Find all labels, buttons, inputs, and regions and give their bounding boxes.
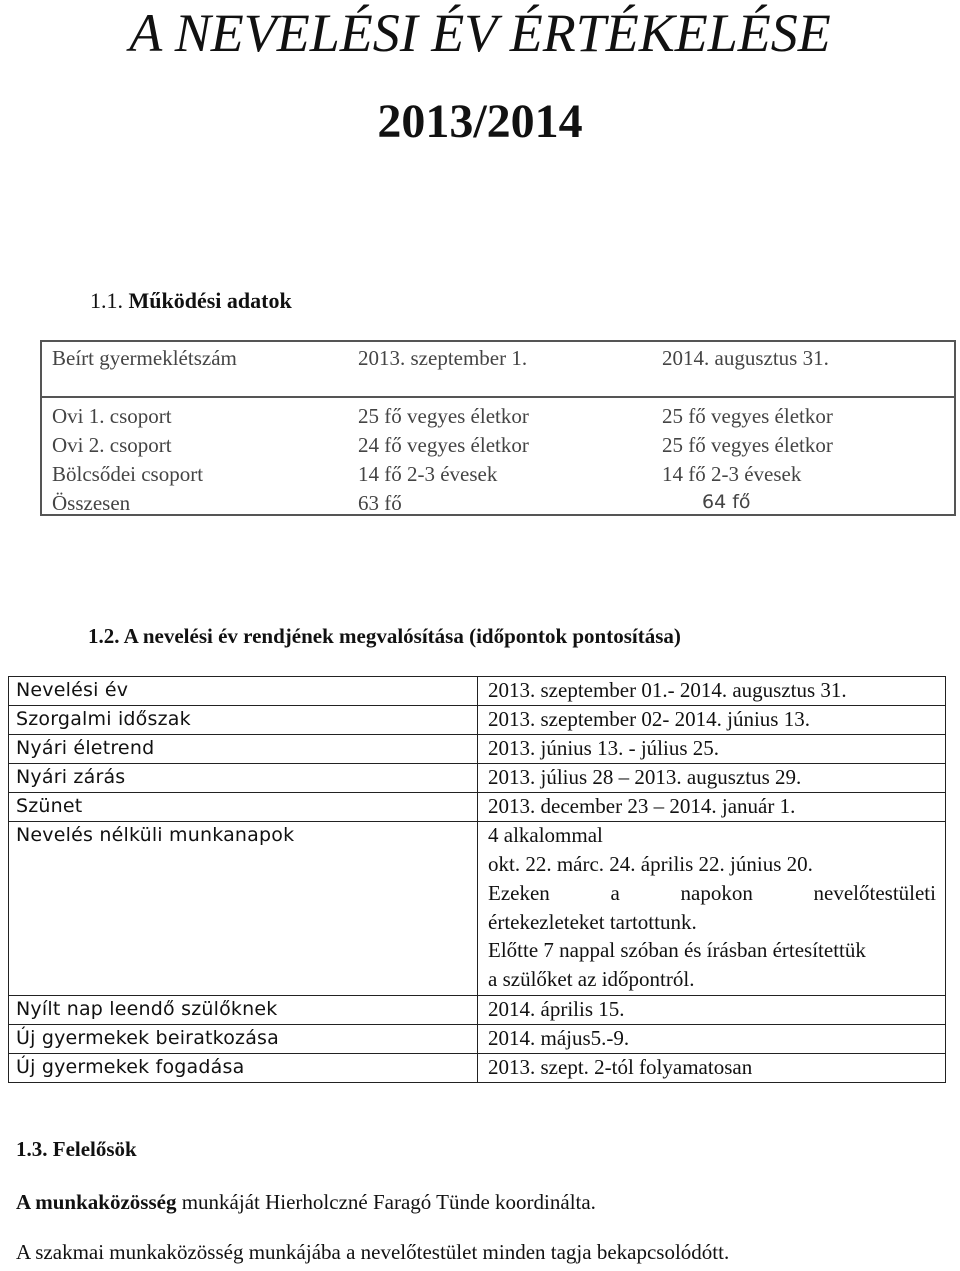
word: napokon [680,881,753,905]
row-value: 2013. december 23 – 2014. január 1. [488,794,796,818]
row-value: 2013. július 28 – 2013. augusztus 29. [488,765,802,789]
schedule-table [8,676,946,1082]
row-label: Nyílt nap leendő szülőknek [16,998,278,1020]
paragraph-participation: A szakmai munkaközösség munkájába a nevelőtestület minden tagja bekapcsolódótt. [16,1240,730,1264]
table-divider [42,396,954,398]
row-value-line [488,881,936,906]
emphasis-text: A munkaközösség [16,1190,177,1214]
table-cell: 24 fő vegyes életkor [358,433,529,457]
row-label: Nyári életrend [16,737,155,759]
table-header-cell: 2014. augusztus 31. [662,346,829,370]
table-cell: Ovi 1. csoport [52,404,172,428]
grid-line [477,676,478,1082]
row-value-line: értekezleteket tartottunk. [488,910,697,934]
word: a [610,881,620,905]
row-label: Szorgalmi időszak [16,708,191,730]
row-label: Szünet [16,795,83,817]
word: Ezeken [488,881,550,905]
table-cell: 63 fő [358,491,402,515]
table-cell: 25 fő vegyes életkor [358,404,529,428]
section-number: 1.1. [90,288,123,313]
row-label: Új gyermekek fogadása [16,1056,245,1078]
row-value-line: Előtte 7 nappal szóban és írásban értesítettük [488,938,866,962]
row-value-line: okt. 22. márc. 24. április 22. június 20. [488,852,813,876]
section-1-1-heading [90,288,292,314]
grid-line [8,676,9,1082]
table-cell: 14 fő 2-3 évesek [662,462,802,486]
grid-line [8,1082,946,1083]
row-label: Nevelés nélküli munkanapok [16,824,295,846]
grid-line [945,676,946,1082]
table-cell: 25 fő vegyes életkor [662,404,833,428]
table-cell: 64 fő [702,491,751,513]
table-header-cell: Beírt gyermeklétszám [52,346,237,370]
row-value: 2013. szeptember 01.- 2014. augusztus 31. [488,678,847,702]
paragraph-text: munkáját Hierholczné Faragó Tünde koordinálta. [176,1190,596,1214]
row-label: Nyári zárás [16,766,126,788]
table-cell: 25 fő vegyes életkor [662,433,833,457]
paragraph-coordinator [16,1190,596,1215]
section-1-3-heading: 1.3. Felelősök [16,1137,137,1161]
row-value: 2013. szeptember 02- 2014. június 13. [488,707,810,731]
enrollment-table [40,340,956,516]
table-cell: 14 fő 2-3 évesek [358,462,498,486]
row-value-line: 4 alkalommal [488,823,603,847]
word: nevelőtestületi [813,881,936,905]
school-year: 2013/2014 [377,95,583,148]
table-header-cell: 2013. szeptember 1. [358,346,528,370]
row-label: Új gyermekek beiratkozása [16,1027,279,1049]
section-title: Működési adatok [128,288,292,313]
table-cell: Összesen [52,491,131,515]
row-label: Nevelési év [16,679,129,701]
row-value: 2014. április 15. [488,997,625,1021]
table-cell: Ovi 2. csoport [52,433,172,457]
row-value: 2013. június 13. - július 25. [488,736,720,760]
table-cell: Bölcsődei csoport [52,462,204,486]
document-title: A NEVELÉSI ÉV ÉRTÉKELÉSE [129,3,831,63]
section-1-2-heading: 1.2. A nevelési év rendjének megvalósítása (időpontok pontosítása) [88,624,681,648]
row-value-line: a szülőket az időpontról. [488,967,695,991]
row-value: 2013. szept. 2-tól folyamatosan [488,1055,753,1079]
row-value: 2014. május5.-9. [488,1026,630,1050]
